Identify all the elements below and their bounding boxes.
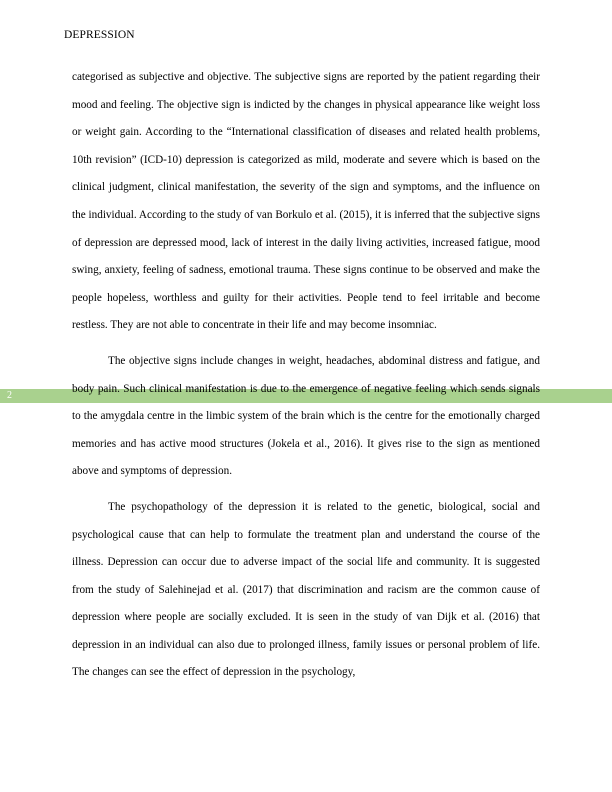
paragraph: categorised as subjective and objective. The subjective signs are reported by the patient regarding their mood and feeling. The objective sign is indicted by the changes in physical appearance like weight loss or weight gain. According to the “International classification of diseases and related health problems, 10th revision” (ICD-10) depression is categorized as mild, moderate and severe which is based on the clinical judgment, clinical manifestation, the severity of the sign and symptoms, and the influence on the individual. According to the study of van Borkulo et al. (2015), it is inferred that the subjective signs of depression are depressed mood, lack of interest in the daily living activities, increased fatigue, mood swing, anxiety, feeling of sadness, emotional trauma. These signs continue to be observed and make the people hopeless, worthless and guilty for their activities. People tend to feel irritable and become restless. They are not able to concentrate in their life and may become insomniac.	[72, 71, 540, 332]
running-head: DEPRESSION	[64, 29, 135, 41]
document-body	[72, 64, 540, 687]
paragraph: The objective signs include changes in weight, headaches, abdominal distress and fatigue, and body pain. Such clinical manifestation is due to the emergence of negative feeling which sends signals to the amygdala centre in the limbic system of the brain which is the centre for the emotionally charged memories and has active mood structures (Jokela et al., 2016). It gives rise to the sign as mentioned above and symptoms of depression.	[72, 354, 540, 478]
paragraph: The psychopathology of the depression it is related to the genetic, biological, social and psychological cause that can help to formulate the treatment plan and understand the course of the illness. Depression can occur due to adverse impact of the social life and community. It is suggested from the study of Salehinejad et al. (2017) that discrimination and racism are the common cause of depression where people are socially excluded. It is seen in the study of van Dijk et al. (2016) that depression in an individual can also due to prolonged illness, family issues or personal problem of life. The changes can see the effect of depression in the psychology,	[72, 500, 540, 679]
page-number: 2	[7, 390, 12, 401]
